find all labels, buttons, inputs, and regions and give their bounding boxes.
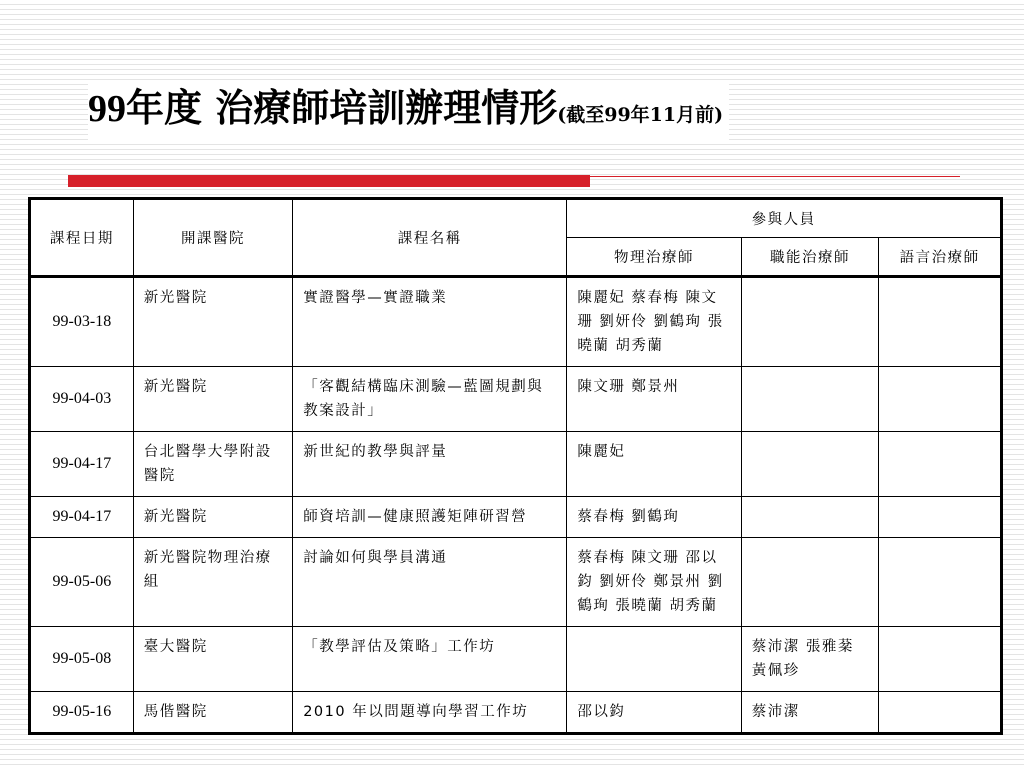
cell-st <box>879 538 1002 627</box>
cell-ot: 蔡沛潔 張雅棻 黃佩珍 <box>741 627 879 692</box>
cell-ot <box>741 367 879 432</box>
cell-course: 實證醫學—實證職業 <box>293 277 567 367</box>
header-st: 語言治療師 <box>879 238 1002 277</box>
cell-pt: 陳文珊 鄭景州 <box>567 367 741 432</box>
cell-st <box>879 627 1002 692</box>
cell-pt: 邵以鈞 <box>567 692 741 734</box>
title-main: 年度 治療師培訓辦理情形 <box>126 85 558 130</box>
table-row <box>30 627 1002 692</box>
cell-date: 99-04-17 <box>30 497 134 538</box>
cell-course: 師資培訓—健康照護矩陣研習營 <box>293 497 567 538</box>
cell-hospital: 新光醫院 <box>133 277 292 367</box>
cell-pt: 蔡春梅 劉鶴珣 <box>567 497 741 538</box>
cell-st <box>879 432 1002 497</box>
cell-ot <box>741 538 879 627</box>
title-subtitle: (截至99年11月前) <box>557 104 724 126</box>
title-underline-bar <box>68 175 590 187</box>
cell-course: 新世紀的教學與評量 <box>293 432 567 497</box>
cell-course: 「客觀結構臨床測驗—藍圖規劃與教案設計」 <box>293 367 567 432</box>
cell-hospital: 馬偕醫院 <box>133 692 292 734</box>
cell-st <box>879 692 1002 734</box>
cell-hospital: 臺大醫院 <box>133 627 292 692</box>
cell-ot: 蔡沛潔 <box>741 692 879 734</box>
table-row <box>30 367 1002 432</box>
cell-hospital: 新光醫院 <box>133 367 292 432</box>
cell-course: 「教學評估及策略」工作坊 <box>293 627 567 692</box>
cell-date: 99-05-06 <box>30 538 134 627</box>
cell-st <box>879 497 1002 538</box>
cell-pt <box>567 627 741 692</box>
table-row <box>30 277 1002 367</box>
slide-title <box>88 82 729 141</box>
header-participants: 參與人員 <box>567 199 1002 238</box>
cell-ot <box>741 497 879 538</box>
header-row <box>30 199 1002 238</box>
header-ot: 職能治療師 <box>741 238 879 277</box>
cell-ot <box>741 432 879 497</box>
cell-st <box>879 367 1002 432</box>
cell-date: 99-05-16 <box>30 692 134 734</box>
cell-st <box>879 277 1002 367</box>
table-row <box>30 497 1002 538</box>
cell-date: 99-04-03 <box>30 367 134 432</box>
table-row <box>30 692 1002 734</box>
cell-course: 討論如何與學員溝通 <box>293 538 567 627</box>
title-year: 99 <box>88 88 126 130</box>
table-body <box>30 277 1002 734</box>
cell-course: 2010 年以問題導向學習工作坊 <box>293 692 567 734</box>
table-header <box>30 199 1002 277</box>
cell-hospital: 新光醫院 <box>133 497 292 538</box>
cell-ot <box>741 277 879 367</box>
table-row <box>30 432 1002 497</box>
cell-pt: 蔡春梅 陳文珊 邵以鈞 劉妍伶 鄭景州 劉鶴珣 張曉蘭 胡秀蘭 <box>567 538 741 627</box>
cell-date: 99-03-18 <box>30 277 134 367</box>
cell-hospital: 新光醫院物理治療組 <box>133 538 292 627</box>
table-row <box>30 538 1002 627</box>
header-course: 課程名稱 <box>293 199 567 277</box>
header-hospital: 開課醫院 <box>133 199 292 277</box>
title-underline-rule <box>590 176 960 177</box>
cell-pt: 陳麗妃 蔡春梅 陳文珊 劉妍伶 劉鶴珣 張曉蘭 胡秀蘭 <box>567 277 741 367</box>
cell-date: 99-05-08 <box>30 627 134 692</box>
cell-date: 99-04-17 <box>30 432 134 497</box>
header-date: 課程日期 <box>30 199 134 277</box>
cell-pt: 陳麗妃 <box>567 432 741 497</box>
header-pt: 物理治療師 <box>567 238 741 277</box>
cell-hospital: 台北醫學大學附設醫院 <box>133 432 292 497</box>
training-schedule-table <box>28 197 1003 735</box>
